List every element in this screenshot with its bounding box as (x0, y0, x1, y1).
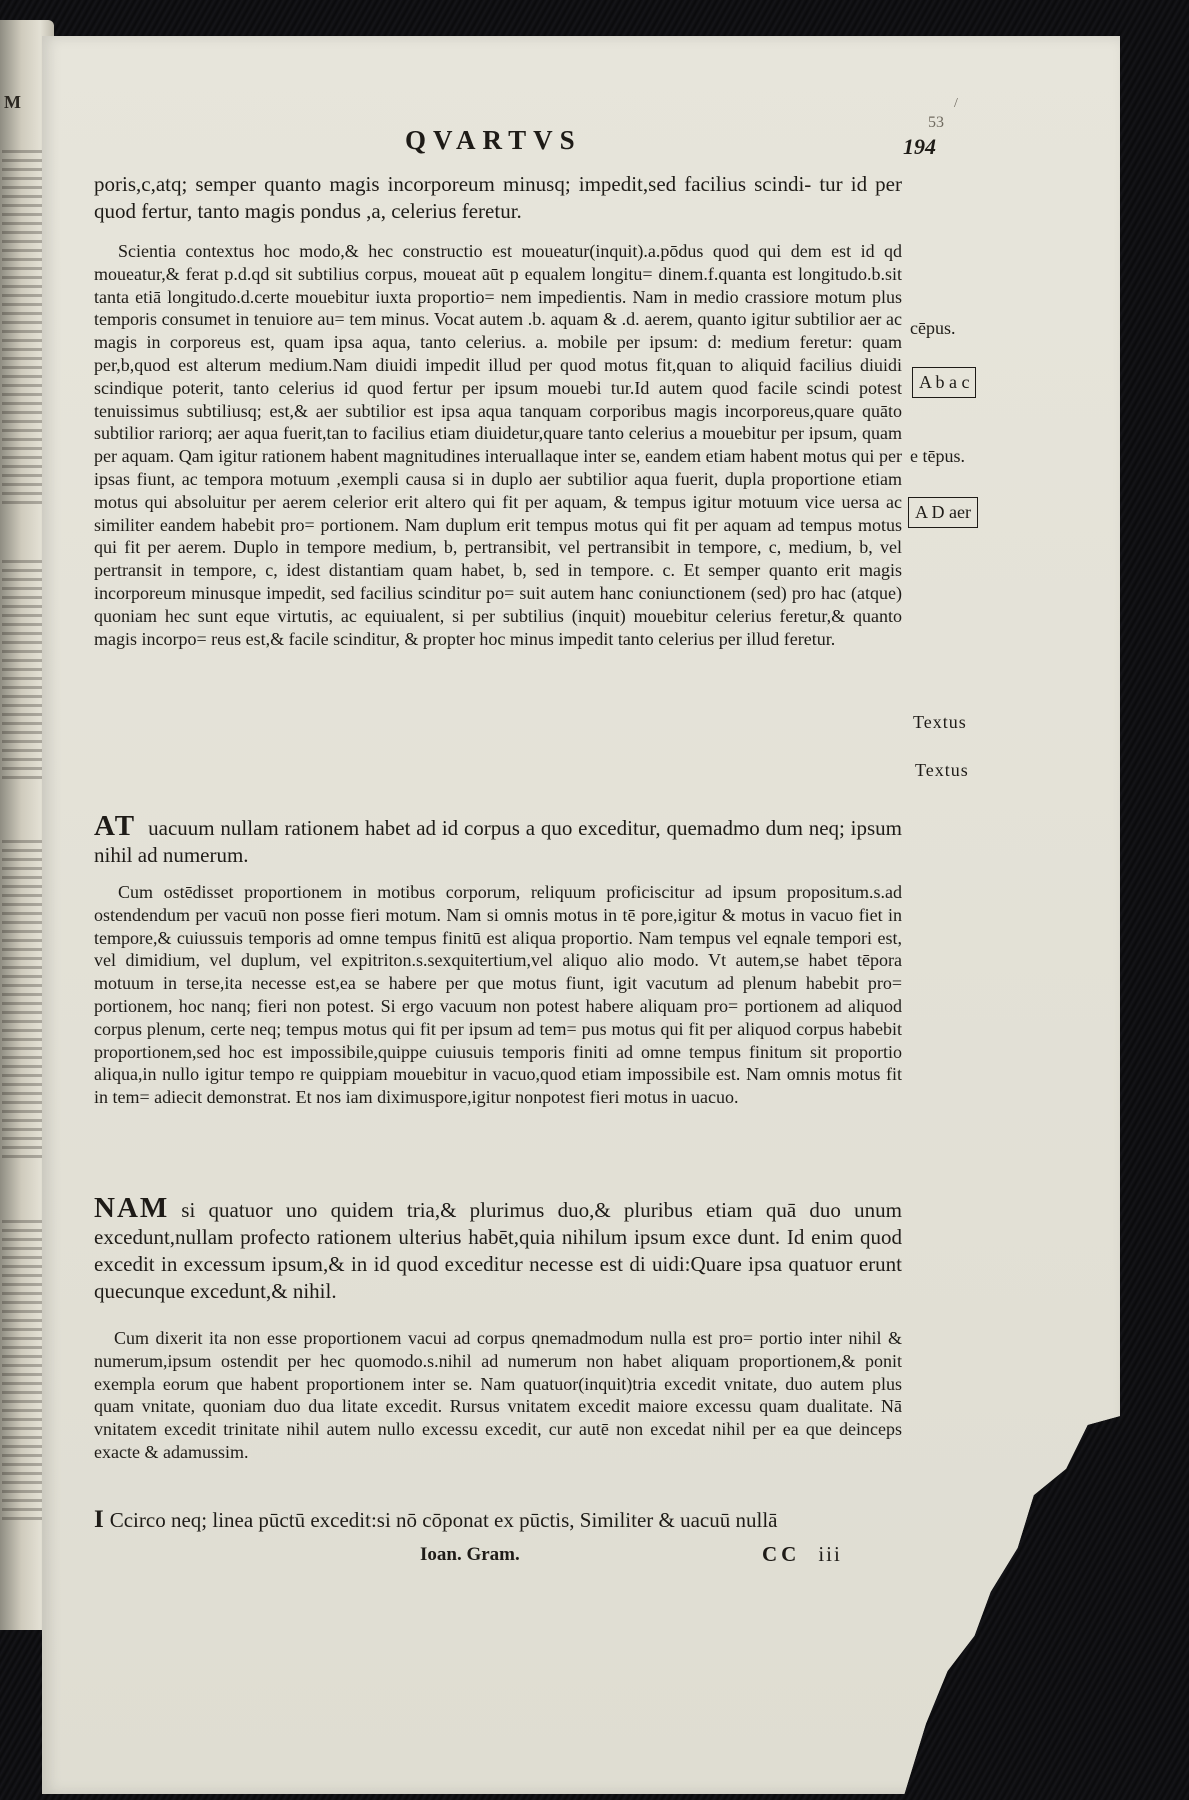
facing-page-text-bleed (2, 840, 46, 1160)
margin-note: cēpus. (910, 318, 956, 338)
facing-page-letter: M (4, 92, 21, 112)
facing-page-text-bleed (2, 560, 46, 780)
lemma-text: uacuum nullam rationem habet ad id corpus a quo exceditur, quemadmo dum neq; ipsum nihil ad numerum. (94, 816, 902, 867)
folio-number: 194 (903, 134, 936, 159)
gathering-number: iii (818, 1542, 842, 1566)
commentary-paragraph: Scientia contextus hoc modo,& hec constructio est moueatur(inquit).a.pōdus quod qui dem est id qd moueatur,& ferat p.d.qd sit subtilius corpus, moueat aūt p equalem longitu= dinem.f.quanta est longitudo.b.sit tanta etiā longitudo.d.certe mouebitur iuxta proportio= nem impedientis. Nam in medio crassiore motum plus temporis consumet in tenuiore au= tem minus. Vocat autem .b. aquam & .d. aerem, quanto igitur subtilior aer ac magis in corporeus est, quam ipsa aqua, tanto celerius. a. mobile per ipsum: d: medium feretur: quam per,b,quod est alterum medium.Nam diuidi impedit illud per quod motus fit,quan to aliquid facilius diuidi scindique poterit, tanto celerius id quod fertur per ipsum mouebi tur.Id autem quod facile scindi potest tenuissimus subtiliusq; est,& aer subtilior est ipsa aqua tanquam corporibus magis incorporeus,quare quāto subtilior rariorq; aer aqua fuerit,tan to facilius etiam diuidetur,quare tanto celerius a mouebitur per ipsum, quam per aquam. Qam igitur rationem habent magnitudines interuallaque inter se, eandem etiam habent motus qui per ipsas fiunt, ac tempora motuum ,exempli causa si in duplo aer subtilior aqua fuerit, dupla proportione etiam motus qui absoluitur per aerem celerior erit altero qui fit per aquam, & tempus igitur motuum vice uersa ac similiter eandem habebit pro= portionem. Nam duplum erit tempus motus qui fit per aquam ad tempus motus qui fit per aerem. Duplo in tempore medium, b, pertransibit, vel pertransibit in tempore, c, medium, b, vel pertransit in tempore, c, idest distantiam quam habet, b, sed in tempore. c. Et semper quanto erit magis incorporeum minusque impedit, sed facilius scinditur po= suit autem hanc coniunctionem (sed) pro hac (atque) quoniam hec sunt eque virtutis, ac equiualent, si per subtilius (inquit) mouebitur celerius feretur,& quanto magis incorpo= reus est,& facile scinditur, & propter hoc minus impedit tanto celerius per illud feretur. (94, 241, 902, 649)
lemma-initial: I (94, 1506, 104, 1533)
commentary-paragraph: Cum ostēdisset proportionem in motibus corporum, reliquum proficiscitur ad ipsum propositum.s.ad ostendendum per vacuū non posse fieri motum. Nam si omnis motus in tē pore,igitur & motus in vacuo fiet in tempore,& cuiussuis temporis ad omne tempus finitū est aliqua proportio. Nam tempus vel eqnale tempori est, vel dimidium, vel duplum, vel expitriton.s.sexquitertium,vel aliquo alio modo. Vt autem,se habet tēpora motuum in terse,ita necesse est,ea se habere per que motus fiunt, igit vacutum ad plenum habebit pro= portionem, hoc nanq; fieri non potest. Si ergo vacuum non potest habere aliquam pro= portionem ad aliquod corpus plenum, certe neq; tempus motus qui fit per ipsum ad tem= pus motus qui fit per aliquod corpus habebit proportionem,sed hoc est impossibile,quippe cuiusuis temporis finiti ad omne tempus finitum sit proportio aliqua,in nullo igitur tempo re quippiam mouebitur in vacuo,quod etiam impossibile est. Nam omnis motus fit in tem= adiecit demonstrat. Et nos iam diximuspore,igitur nonpotest fieri motus in uacuo. (94, 882, 902, 1108)
margin-note: e tēpus. (910, 446, 965, 466)
lemma-paragraph (94, 1506, 902, 1534)
pencil-folio: 53 (928, 114, 944, 131)
lemma-paragraph (94, 1192, 902, 1305)
lemma-initial: AT (94, 810, 137, 842)
margin-note-textus: Textus (915, 760, 969, 780)
gathering-letters: CC (762, 1542, 801, 1566)
lemma-text: Ccirco neq; linea pūctū excedit:si nō cōponat ex pūctis, Similiter & uacuū nullā (109, 1508, 778, 1532)
margin-diagram-box: A D aer (908, 497, 978, 528)
running-head: QVARTVS (405, 125, 582, 155)
commentary-paragraph: Cum dixerit ita non esse proportionem vacui ad corpus qnemadmodum nulla est pro= portio inter nihil & numerum,ipsum ostendit per hec quomodo.s.nihil ad numerum non habet aliquam proportionem,& ponit exempla eorum que habent proportionem inter se. Nam quatuor(inquit)tria excedit vnitate, duo autem plus quam vnitate, quoniam duo dua litate excedit. Rursus vnitatem excedit maiore excessu quam dualitate. Nā vnitatem excedit trinitate nihil autem nullo excessu excedit, cur autē non excedat nihil per ea que deinceps exacte & adamussim. (94, 1328, 902, 1462)
lemma-paragraph: poris,c,atq; semper quanto magis incorporeum minusq; impedit,sed facilius scindi- tur id per quod fertur, tanto magis pondus ,a, celerius feretur. (94, 172, 902, 223)
lemma-initial: NAM (94, 1192, 170, 1224)
corner-mark: / (954, 96, 958, 111)
signature-line: Ioan. Gram. (420, 1544, 520, 1565)
margin-note-textus: Textus (913, 712, 967, 732)
facing-page-text-bleed (2, 1220, 46, 1520)
lemma-paragraph (94, 810, 902, 869)
facing-page-text-bleed (2, 150, 46, 510)
lemma-text: si quatuor uno quidem tria,& plurimus duo,& pluribus etiam quā duo unum excedunt,nullam profecto rationem ulterius habēt,quia nihilum ipsum exce dunt. Id enim quod excedit in excessum ipsum,& in id quod exceditur necesse est di uidi:Quare ipsa quatuor erunt quecunque excedunt,& nihil. (94, 1198, 902, 1303)
margin-diagram-box: A b a c (912, 367, 976, 398)
gathering-mark (762, 1542, 842, 1567)
